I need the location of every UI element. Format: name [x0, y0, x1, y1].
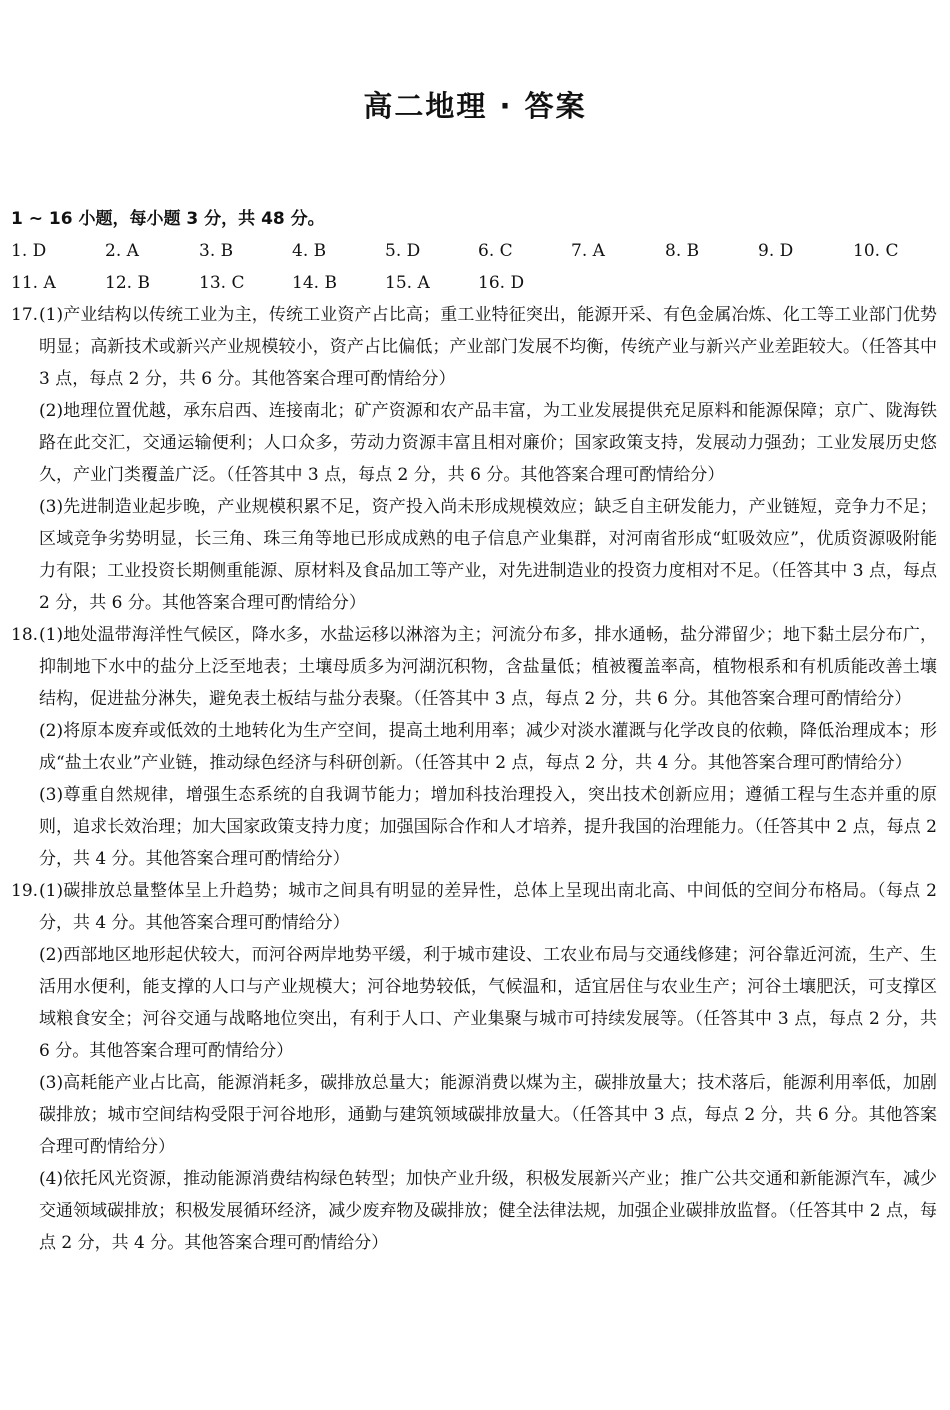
mc-answer: 6. C — [478, 241, 513, 261]
question-19 — [11, 875, 937, 1259]
mc-answer: 13. C — [199, 273, 245, 293]
question-number: 18. — [11, 625, 39, 645]
mc-answer: 10. C — [853, 241, 899, 261]
answer-18-1: (1)地处温带海洋性气候区，降水多，水盐运移以淋溶为主；河流分布多，排水通畅，盐分滞留少；地下黏土层分布广，抑制地下水中的盐分上泛至地表；土壤母质多为河湖沉积物，含盐量低；植被覆盖率高，植物根系和有机质能改善土壤结构，促进盐分淋失，避免表土板结与盐分表聚。（任答其中 3 点，每点 2 分，共 6 分。其他答案合理可酌情给分） — [39, 625, 937, 709]
answer-19-3: (3)高耗能产业占比高，能源消耗多，碳排放总量大；能源消费以煤为主，碳排放量大；技术落后，能源利用率低，加剧碳排放；城市空间结构受限于河谷地形，通勤与建筑领域碳排放量大。（任答其中 3 点，每点 2 分，共 6 分。其他答案合理可酌情给分） — [39, 1073, 937, 1157]
answer-17-1: (1)产业结构以传统工业为主，传统工业资产占比高；重工业特征突出，能源开采、有色金属冶炼、化工等工业部门优势明显；高新技术或新兴产业规模较小，资产占比偏低；产业部门发展不均衡，传统产业与新兴产业差距较大。（任答其中 3 点，每点 2 分，共 6 分。其他答案合理可酌情给分） — [39, 305, 937, 389]
question-number: 17. — [11, 305, 39, 325]
mc-row-2 — [11, 267, 937, 299]
question-18 — [11, 619, 937, 875]
mc-answer: 2. A — [105, 241, 139, 261]
mc-answer: 8. B — [665, 241, 700, 261]
answer-17-2: (2)地理位置优越，承东启西、连接南北；矿产资源和农产品丰富，为工业发展提供充足原料和能源保障；京广、陇海铁路在此交汇，交通运输便利；人口众多，劳动力资源丰富且相对廉价；国家政策支持，发展动力强劲；工业发展历史悠久，产业门类覆盖广泛。（任答其中 3 点，每点 2 分，共 6 分。其他答案合理可酌情给分） — [39, 401, 937, 485]
answer-19-4: (4)依托风光资源，推动能源消费结构绿色转型；加快产业升级，积极发展新兴产业；推广公共交通和新能源汽车，减少交通领域碳排放；积极发展循环经济，减少废弃物及碳排放；健全法律法规，加强企业碳排放监督。（任答其中 2 点，每点 2 分，共 4 分。其他答案合理可酌情给分） — [39, 1169, 937, 1253]
mc-row-1 — [11, 235, 937, 267]
answer-19-1: (1)碳排放总量整体呈上升趋势；城市之间具有明显的差异性，总体上呈现出南北高、中间低的空间分布格局。（每点 2 分，共 4 分。其他答案合理可酌情给分） — [39, 881, 937, 933]
mc-answer: 15. A — [385, 273, 430, 293]
mc-answer: 11. A — [11, 273, 56, 293]
mc-answer: 14. B — [292, 273, 337, 293]
mc-heading: 1 ~ 16 小题，每小题 3 分，共 48 分。 — [11, 209, 325, 229]
mc-answer: 12. B — [105, 273, 150, 293]
mc-answer: 5. D — [385, 241, 421, 261]
answer-18-2: (2)将原本废弃或低效的土地转化为生产空间，提高土地利用率；减少对淡水灌溉与化学改良的依赖，降低治理成本；形成“盐土农业”产业链，推动绿色经济与科研创新。（任答其中 2 点，每点 2 分，共 4 分。其他答案合理可酌情给分） — [39, 721, 937, 773]
answer-content — [11, 203, 937, 1259]
answer-17-3: (3)先进制造业起步晚，产业规模积累不足，资产投入尚未形成规模效应；缺乏自主研发能力，产业链短，竞争力不足；区域竞争劣势明显，长三角、珠三角等地已形成成熟的电子信息产业集群，对河南省形成“虹吸效应”，优质资源吸附能力有限；工业投资长期侧重能源、原材料及食品加工等产业，对先进制造业的投资力度相对不足。（任答其中 3 点，每点 2 分，共 6 分。其他答案合理可酌情给分） — [39, 497, 937, 613]
page-title: 高二地理 · 答案 — [363, 89, 587, 123]
mc-answer: 1. D — [11, 241, 47, 261]
answer-18-3: (3)尊重自然规律，增强生态系统的自我调节能力；增加科技治理投入，突出技术创新应用；遵循工程与生态并重的原则，追求长效治理；加大国家政策支持力度；加强国际合作和人才培养，提升我国的治理能力。（任答其中 2 点，每点 2 分，共 4 分。其他答案合理可酌情给分） — [39, 785, 937, 869]
question-number: 19. — [11, 881, 39, 901]
answer-19-2: (2)西部地区地形起伏较大，而河谷两岸地势平缓，利于城市建设、工农业布局与交通线修建；河谷靠近河流，生产、生活用水便利，能支撑的人口与产业规模大；河谷地势较低，气候温和，适宜居住与农业生产；河谷土壤肥沃，可支撑区域粮食安全；河谷交通与战略地位突出，有利于人口、产业集聚与城市可持续发展等。（任答其中 3 点，每点 2 分，共 6 分。其他答案合理可酌情给分） — [39, 945, 937, 1061]
mc-answer: 9. D — [758, 241, 794, 261]
question-17 — [11, 299, 937, 619]
mc-answer: 3. B — [199, 241, 234, 261]
mc-answer: 7. A — [571, 241, 605, 261]
mc-answer: 4. B — [292, 241, 327, 261]
mc-answer: 16. D — [478, 273, 525, 293]
